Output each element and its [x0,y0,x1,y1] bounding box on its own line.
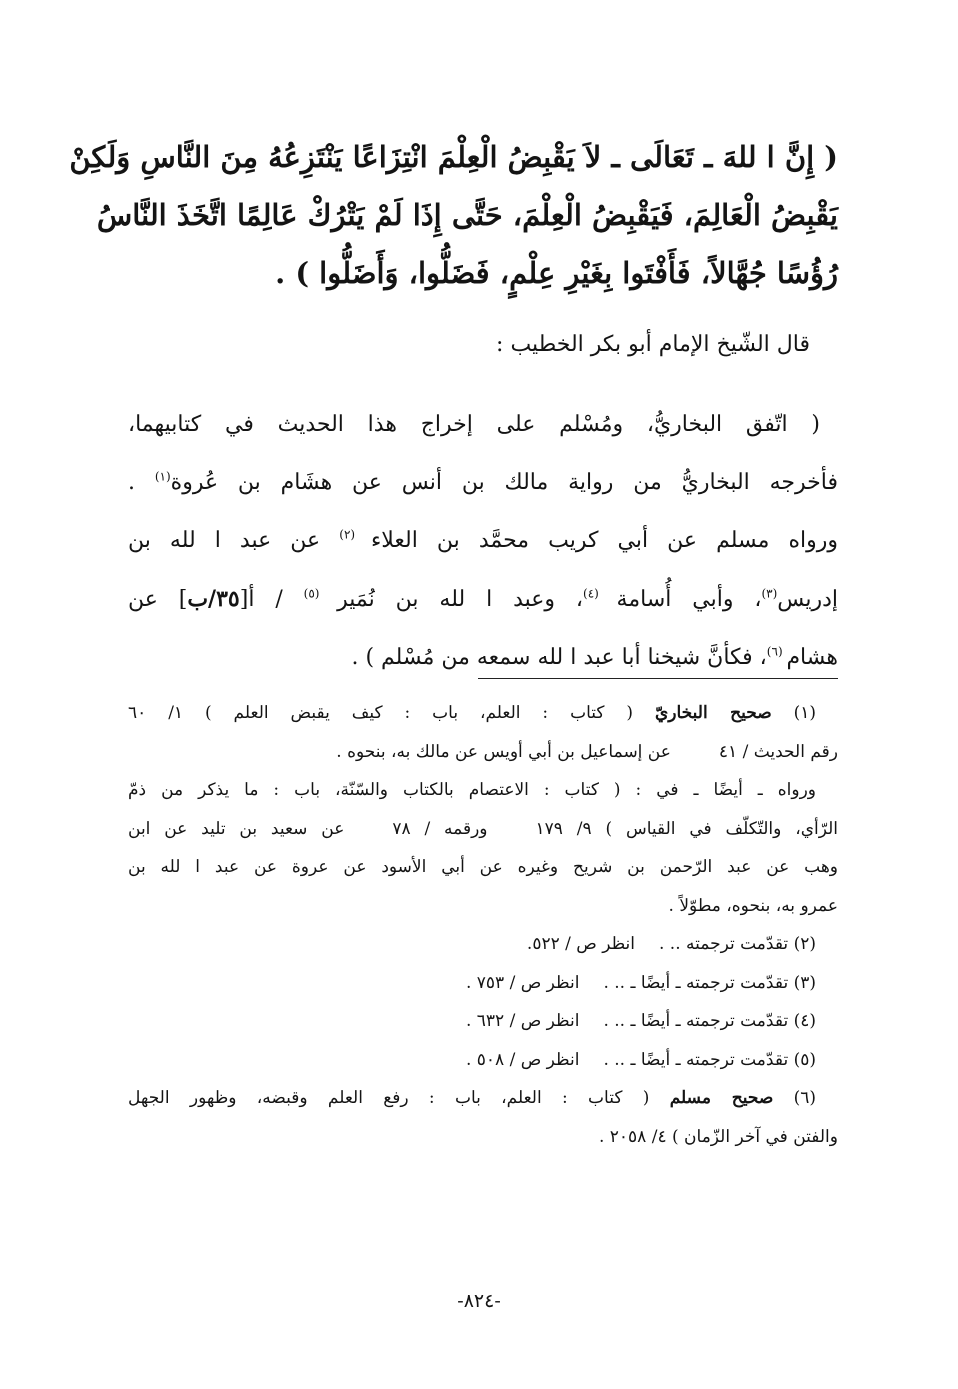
footnote-6-line-1 [128,1079,838,1118]
paragraph-text: ، وأبي أُسامة [616,587,762,612]
footnote-page-ref: انظر ص / ٦٣٢ . [465,1011,580,1031]
footnote-text: الرّأي، والتّكلّف في القياس ) ٩/ ١٧٩ [535,818,839,839]
footnote-1-line-2 [128,733,838,772]
footnote-marker-1: (١) [154,469,171,484]
footnote-text: عن إسماعيل بن أبي أويس عن مالك به، بنحوه . [336,741,671,762]
footnote-marker-3: (٣) [761,586,778,601]
footnote-text: عن سعيد بن تليد عن ابن [128,818,345,839]
main-paragraph [128,396,838,687]
footnote-1-line-6: عمرو به، بنحوه، مطوّلاً . [668,895,838,916]
paragraph-text: فأخرجه البخاريُّ من رواية مالك بن أنس عن هشَام بن عُروة [170,470,838,495]
footnote-5 [128,1041,838,1080]
footnote-book-title: صحيح مسلم [669,1088,774,1108]
paragraph-text: ورواه مسلم عن أبي كريب محمَّد بن العلاء [370,528,839,553]
intro-line: قال الشّيخ الإمام أبو بكر الخطيب : [496,332,810,357]
footnote-text: رقم الحديث / ٤١ [718,741,838,762]
paragraph-line-2 [128,454,838,512]
manuscript-folio-ref: ٣٥/ب [187,586,240,612]
hadith-line-2: يَقْبِضُ الْعَالِمَ، فَيَقْبِضُ الْعِلْمَ، حَتَّى إِذَا لَمْ يَتْرُكْ عَالِمًا اتَّخَذَ النَّاسُ [96,198,838,232]
paragraph-text: ] عن [128,587,188,612]
footnote-1-line-4 [128,810,838,849]
footnote-text: ( كتاب : العلم، باب : رفع العلم وقبضه، وظهور الجهل [128,1088,670,1108]
footnote-marker-6: (٦) [766,644,787,659]
hadith-quote [69,128,838,302]
paragraph-text: عن عبد ا لله بن [128,528,340,553]
footnote-text: (٣) تقدّمت ترجمته ـ أيضًا ـ .. . [603,972,816,993]
footnote-marker-2: (٢) [339,527,371,542]
footnotes [128,694,838,1156]
footnote-page-ref: انظر ص / ٥٠٨ . [465,1049,580,1070]
paragraph-text: ، فكأنَّ شيخنا أبا عبد ا لله سمعه من مُسْلم ) . [351,645,767,670]
footnote-book-title: صحيح البخاريّ [654,703,772,723]
paragraph-text: هشام [786,645,838,670]
footnote-text: (٢) تقدّمت ترجمته .. . [659,934,816,954]
footnote-text: (٤) تقدّمت ترجمته ـ أيضًا ـ .. . [603,1011,816,1031]
hadith-line-3: رُؤُسًا جُهَّالاً، فَأَفْتَوا بِغَيْرِ عِلْمٍ، فَضَلُّوا، وَأَضَلُّوا ) . [275,256,838,290]
footnote-4 [128,1002,838,1041]
paragraph-line-3 [128,512,838,570]
footnote-3 [128,964,838,1003]
footnote-6-line-2: والفتن في آخر الزّمان ) ٤/ ٢٠٥٨ . [598,1126,838,1147]
footnote-2 [128,925,838,964]
footnote-marker-5: (٥) [303,586,338,601]
footnote-marker-4: (٤) [583,586,617,601]
footnote-1-line-5: وهب عن عبد الرّحمن بن شريح وغيره عن أبي الأسود عن عروة عن عبد ا لله بن [128,857,838,877]
footnote-1-line-1 [128,694,838,733]
footnote-number: (١) [771,703,816,723]
footnote-text: ( كتاب : العلم، باب : كيف يقبض العلم ) ١/ ٦٠ [128,703,655,723]
paragraph-text: / أ[ [239,587,304,612]
footnote-page-ref: انظر ص / ٥٢٢. [526,934,635,954]
paragraph-text: ، وعبد ا لله بن نُمَير [337,587,584,612]
paragraph-line-4 [128,570,838,629]
footnote-number: (٦) [773,1088,816,1108]
page-number: -٨٢٤- [457,1290,501,1312]
footnote-separator [478,678,838,679]
hadith-line-1: ( إِنَّ ا للهَ ـ تَعَالَى ـ لاَ يَقْبِضُ الْعِلْمَ انْتِزَاعًا يَنْتَزِعُهُ مِنَ النَّاسِ وَلَكِنْ [69,140,838,174]
paragraph-line-1: ( اتّفق البخاريُّ، ومُسْلم على إخراج هذا الحديث في كتابيهما، [128,412,820,437]
footnote-text: ورقمه / ٧٨ [392,818,488,839]
paragraph-text: إدريس [777,587,838,612]
paragraph-text: . [128,470,155,495]
footnote-1-line-3: ورواه ـ أيضًا ـ في : ( كتاب : الاعتصام بالكتاب والسّنّة، باب : ما يذكر من ذمّ [128,780,816,800]
footnote-text: (٥) تقدّمت ترجمته ـ أيضًا ـ .. . [603,1049,816,1070]
footnote-page-ref: انظر ص / ٧٥٣ . [465,972,580,993]
